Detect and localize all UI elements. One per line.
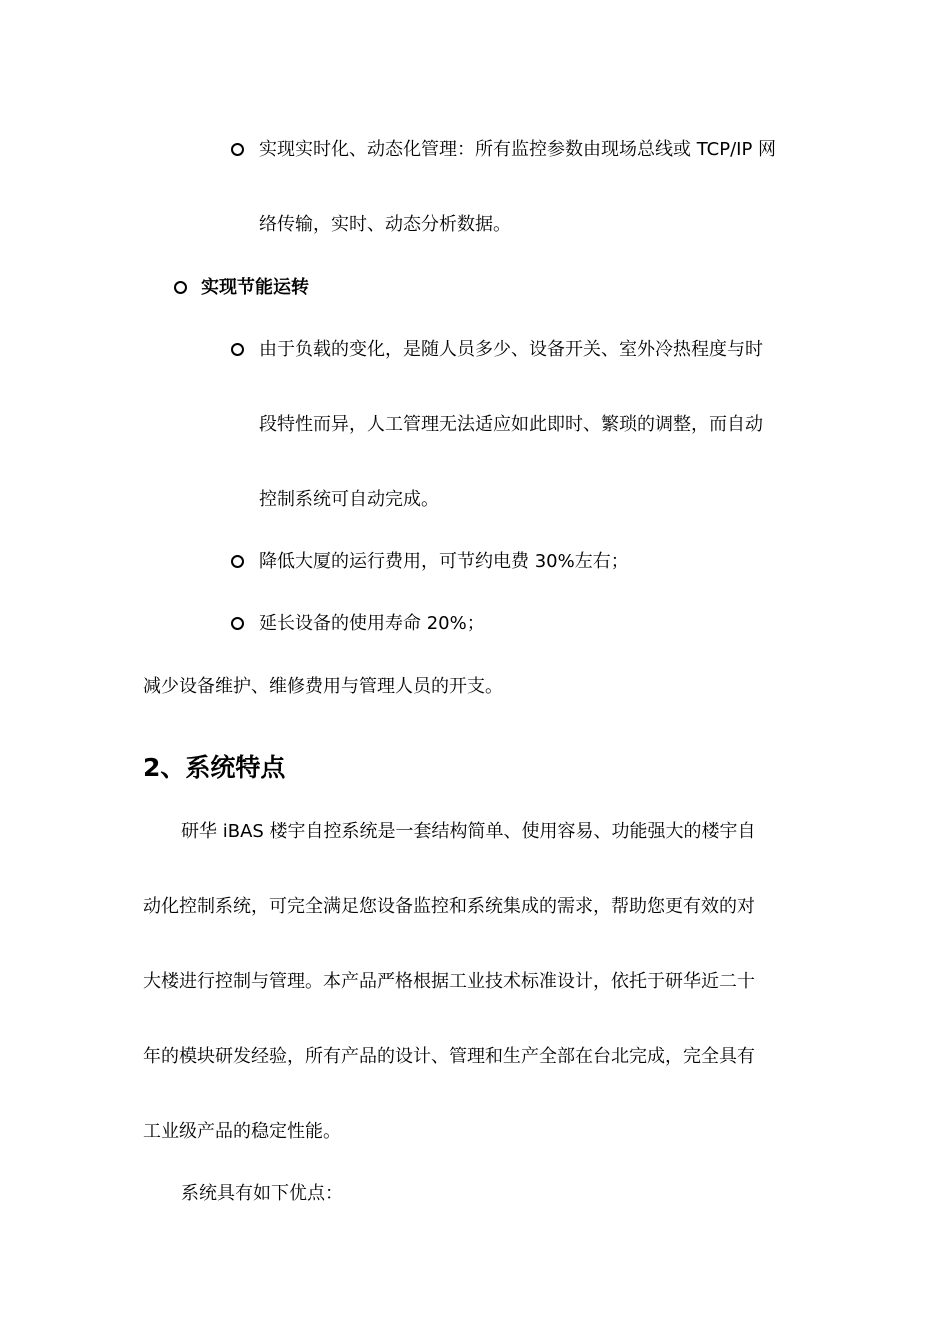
paragraph-line: 工业级产品的稳定性能。	[143, 1121, 341, 1142]
bullet-icon	[231, 555, 244, 568]
paragraph-line: 大楼进行控制与管理。本产品严格根据工业技术标准设计，依托于研华近二十	[143, 971, 755, 992]
list-item-text: 降低大厦的运行费用，可节约电费 30%左右；	[259, 551, 629, 572]
bullet-icon	[231, 143, 244, 156]
bullet-icon	[174, 281, 187, 294]
paragraph-line: 年的模块研发经验，所有产品的设计、管理和生产全部在台北完成，完全具有	[143, 1046, 755, 1067]
bullet-icon	[231, 617, 244, 630]
list-item-text-continued: 控制系统可自动完成。	[259, 489, 439, 510]
paragraph-line: 系统具有如下优点：	[181, 1183, 343, 1204]
list-item-text-continued: 段特性而异，人工管理无法适应如此即时、繁琐的调整，而自动	[259, 414, 763, 435]
list-section-title: 实现节能运转	[201, 277, 309, 298]
list-item-text-continued: 络传输，实时、动态分析数据。	[259, 214, 511, 235]
list-item-text: 延长设备的使用寿命 20%；	[259, 613, 485, 634]
list-item-text: 由于负载的变化，是随人员多少、设备开关、室外冷热程度与时	[259, 339, 763, 360]
bullet-icon	[231, 343, 244, 356]
list-item-text: 实现实时化、动态化管理：所有监控参数由现场总线或 TCP/IP 网	[259, 139, 777, 160]
body-text: 减少设备维护、维修费用与管理人员的开支。	[143, 676, 503, 697]
section-heading: 2、系统特点	[143, 753, 286, 782]
paragraph-line: 动化控制系统，可完全满足您设备监控和系统集成的需求，帮助您更有效的对	[143, 896, 755, 917]
paragraph-line: 研华 iBAS 楼宇自控系统是一套结构简单、使用容易、功能强大的楼宇自	[181, 821, 756, 842]
